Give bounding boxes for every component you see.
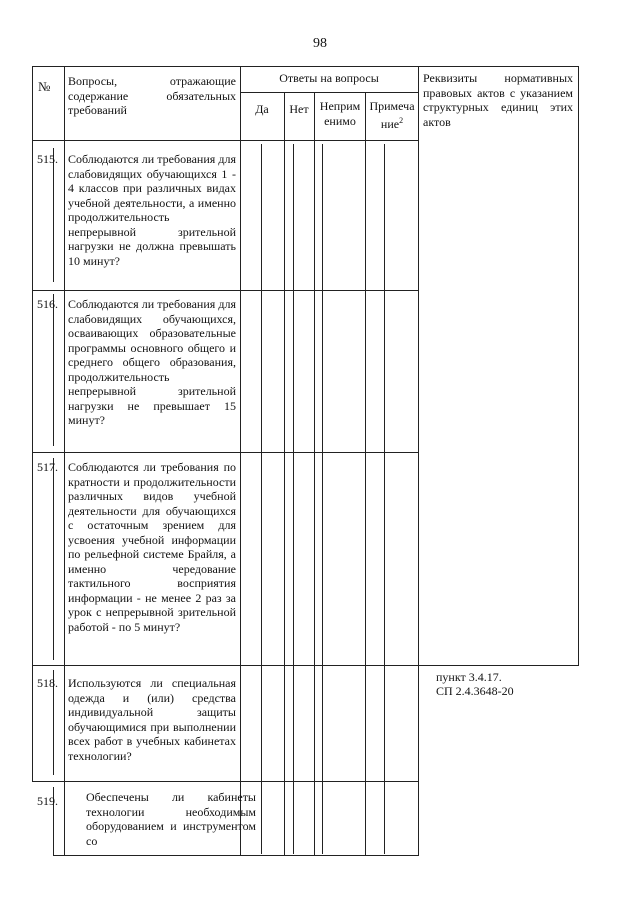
table-border-top (32, 66, 579, 67)
row-question: Соблюдаются ли требования по кратности и продолжительности различных видов учебной деятельности для обучающихся с остаточным зрением для усвоения учебной информации по рельефной системе Брайля, а именно чередование тактильного восприятия информации - не менее 2 раз за урок с непрерывной зрительной работой - по 5 минут? (68, 460, 236, 634)
row-divider (32, 290, 419, 291)
row-number: 517. (37, 460, 58, 474)
num-column-divider (64, 66, 65, 856)
header-no: Нет (289, 102, 309, 116)
header-bottom-line (32, 140, 419, 141)
header-questions: Вопросы, отражающие содержание обязательных требований (68, 74, 236, 117)
inner-box-line (261, 144, 262, 854)
no-column-divider (314, 92, 315, 856)
row-requisites-line2: СП 2.4.3648-20 (436, 684, 514, 698)
row-number: 518. (37, 676, 58, 690)
inner-box-line (53, 148, 54, 282)
row-requisites-line1: пункт 3.4.17. (436, 670, 502, 684)
row-divider (32, 781, 419, 782)
row-number: 515. (37, 152, 58, 166)
row-divider (32, 665, 579, 666)
row-number: 516. (37, 297, 58, 311)
header-num: № (38, 79, 51, 94)
yes-column-divider (284, 92, 285, 856)
row-question: Используются ли специальная одежда и (или) средства индивидуальной защиты обучающимися при выполнении всех работ в учебных кабинетах технологии? (68, 676, 236, 763)
row-question: Соблюдаются ли требования для слабовидящих обучающихся, осваивающих образовательные программы основного общего и среднего общего образования, продолжительность непрерывной зрительной нагрузки не превышает 15 минут? (68, 297, 236, 427)
na-column-divider (365, 92, 366, 856)
table-border-right (578, 66, 579, 666)
page-number: 98 (313, 36, 327, 51)
header-not-applicable: Неприменимо (319, 99, 361, 128)
header-note (369, 99, 415, 131)
answers-header-divider (240, 92, 418, 93)
row-divider (32, 452, 419, 453)
inner-box-line (322, 144, 323, 854)
header-yes: Да (255, 102, 269, 116)
header-answers-group: Ответы на вопросы (279, 71, 379, 85)
row-question: Обеспечены ли кабинеты технологии необходимым оборудованием и инструментом со (86, 790, 256, 848)
header-note-text: Примечание (369, 99, 415, 131)
table-border-left (32, 66, 33, 782)
note-column-divider (418, 66, 419, 856)
inner-box-line (293, 144, 294, 854)
header-note-sup: 2 (399, 115, 404, 125)
question-column-divider (240, 66, 241, 856)
header-requisites: Реквизиты нормативных правовых актов с указанием структурных единиц этих актов (423, 71, 573, 129)
inner-box-line (53, 294, 54, 446)
row-question: Соблюдаются ли требования для слабовидящих обучающихся 1 - 4 классов при различных видах учебной деятельности, а именно продолжительность непрерывной зрительной нагрузки не должна превышать 10 минут? (68, 152, 236, 268)
inner-box-line (53, 458, 54, 660)
inner-box-line (384, 144, 385, 854)
row-number: 519. (37, 794, 58, 808)
